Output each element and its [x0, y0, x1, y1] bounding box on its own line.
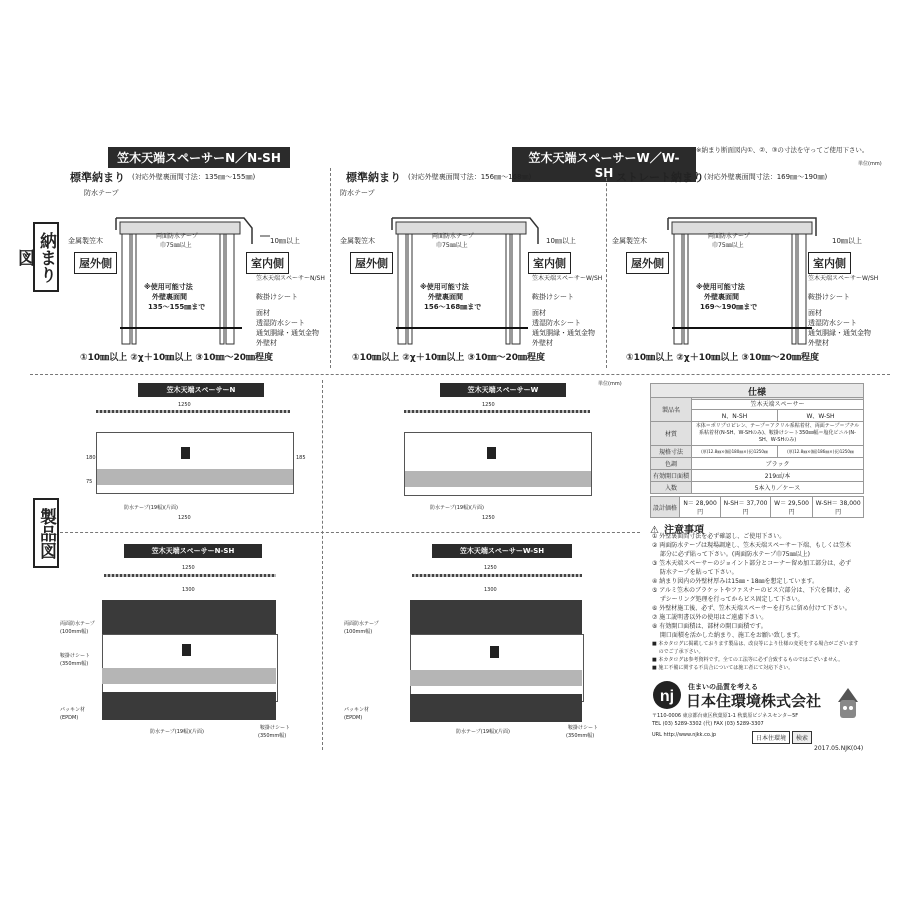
callout-spacer: 笠木天端スペーサーN/SH	[256, 275, 325, 282]
usable: ※使用可能寸法	[144, 283, 193, 291]
usable-range: 135～155㎜まで	[148, 303, 206, 311]
tape-label: 防水テープ(19幅)(片面)	[430, 505, 484, 511]
spec-cell: 有効開口面積	[651, 470, 692, 482]
callout-bousui: 防水テープ	[84, 189, 119, 197]
callout-toushitsu: 透湿防水シート	[256, 319, 305, 327]
caution-item: ③ 笠木天端スペーサーのジョイント部分とコーナー留め加工部分は、必ず	[652, 560, 852, 567]
usable2: 外壁裏面間	[428, 293, 463, 301]
doc-code: 2017.05.NJK(04)	[814, 745, 864, 752]
dim-1250: 1250	[484, 565, 497, 571]
callout-10mm: 10㎜以上	[832, 237, 862, 245]
dim-1250-b: 1250	[178, 515, 191, 521]
callout-ryomen: 両面防水テープ	[156, 233, 198, 240]
nokigake-w: (350mm幅)	[60, 661, 89, 667]
ryomen-label: 両面防水テープ	[344, 621, 379, 627]
callout-toushitsu: 透湿防水シート	[532, 319, 581, 327]
divider	[330, 168, 331, 368]
callout-10mm: 10㎜以上	[270, 237, 300, 245]
section-range: (対応外壁裏面間寸法：135㎜～155㎜)	[132, 173, 256, 181]
spec-cell: 材質	[651, 422, 692, 446]
warning-icon: ⚠	[650, 525, 659, 536]
caution-item: ずシーリング処理を行ってからビス固定して下さい。	[652, 596, 804, 603]
prod-w-title: 笠木天端スペーサーW	[440, 383, 566, 397]
sheet-top	[102, 600, 276, 634]
dim-1250: 1250	[178, 402, 191, 408]
section-1	[60, 168, 325, 368]
tape-label: 防水テープ(19幅)(片面)	[456, 729, 510, 735]
product-w-panel	[404, 432, 592, 496]
dim-75: 75	[86, 479, 93, 485]
callout-spacer: 笠木天端スペーサーW/SH	[532, 275, 603, 282]
price-cell: N-SH＝ 37,700円	[721, 497, 771, 518]
profile-strip	[412, 574, 582, 577]
spec-cell: 色調	[651, 458, 692, 470]
indoor-label: 室内側	[808, 252, 851, 274]
outdoor-label: 屋外側	[626, 252, 669, 274]
dim-180: 180	[86, 455, 96, 461]
callout-bousui: 防水テープ	[340, 189, 375, 197]
spec-title: 仕様	[650, 383, 864, 400]
caution-item: ⑤ アルミ笠木のブラケットやファスナーのビス穴部分は、下穴を開け、必	[652, 587, 851, 594]
caution-item: ① 外壁裏面間寸法を必ず確認し、ご使用下さい。	[652, 533, 786, 540]
ryomen-label: 両面防水テープ	[60, 621, 95, 627]
sheet-bottom	[410, 694, 582, 722]
callout-tsuuki: 通気胴縁・通気金物	[532, 329, 595, 337]
caution-item: ④ 納まり図内の外壁材厚みは15㎜・18㎜を想定しています。	[652, 578, 819, 585]
title-w: 笠木天端スペーサーW／W-SH	[512, 147, 696, 182]
packing-label: パッキン材	[60, 707, 85, 713]
svg-text:nj: nj	[659, 688, 675, 705]
caution-icon	[181, 447, 190, 459]
spec-table	[650, 397, 864, 494]
divider	[606, 168, 607, 368]
indoor-label: 室内側	[246, 252, 289, 274]
callout-ryomen-w: 巾75㎜以上	[160, 242, 192, 249]
caution-item: ⑥ 外壁材施工後、必ず、笠木天端スペーサーを打ちに留め付けて下さい。	[652, 605, 851, 612]
callout-nokigake: 鞍掛けシート	[256, 293, 298, 301]
callout-kinzoku: 金属製笠木	[340, 237, 375, 245]
caution-list	[652, 534, 888, 674]
caution-item: ② 両面防水テープは現場調達し、笠木天端スペーサー下端、もしくは笠木	[652, 542, 851, 549]
spec-cell: 笠木天端スペーサー	[692, 398, 864, 410]
section-range: (対応外壁裏面間寸法：169㎜～190㎜)	[704, 173, 828, 181]
caution-item: ⑦ 施工説明書以外の使用はご遠慮下さい。	[652, 614, 768, 621]
header-note: ※納まり断面図内①、②、③の寸法を守ってご使用下さい。	[696, 146, 869, 154]
caution-item: 防水テープを貼って下さい。	[652, 569, 738, 576]
nokigake-label-b: 鞍掛けシート	[568, 725, 599, 731]
indoor-label: 室内側	[528, 252, 571, 274]
label-seihin: 製品図	[33, 498, 59, 568]
callout-10mm: 10㎜以上	[546, 237, 576, 245]
spec-cell: 219㎠/本	[692, 470, 864, 482]
callout-ryomen: 両面防水テープ	[708, 233, 750, 240]
caution-item: のでご了承下さい。	[652, 649, 704, 655]
spec-cell: (厚)12.8㎜×(幅)180㎜×(長)1250㎜	[692, 446, 778, 458]
callout-ryomen: 両面防水テープ	[432, 233, 474, 240]
caution-icon	[487, 447, 496, 459]
price-cell: W-SH＝ 38,000円	[813, 497, 864, 518]
dim-1300: 1300	[182, 587, 195, 593]
spec-cell: (厚)12.8㎜×(幅)186㎜×(長)1250㎜	[778, 446, 864, 458]
dim-1250: 1250	[482, 402, 495, 408]
tape-band	[410, 670, 582, 686]
spec-cell: W、W-SH	[778, 410, 864, 422]
tape-band	[102, 668, 276, 684]
callout-toushitsu: 透湿防水シート	[808, 319, 857, 327]
tape-label: 防水テープ(19幅)(片面)	[124, 505, 178, 511]
caution-item: 開口面積を活かした納まり、施工をお願い致します。	[652, 632, 804, 639]
mascot-image	[834, 684, 862, 724]
caution-item: 部分に必ず貼って下さい。(両面防水テープ巾75㎜以上)	[652, 551, 810, 558]
company-address: 〒110-0006 東京都台東区秋葉原1-1 秋葉原ビジネスセンター5F	[652, 713, 799, 719]
price-cell: W＝ 29,500円	[770, 497, 812, 518]
callout-kinzoku: 金属製笠木	[612, 237, 647, 245]
label-osamari: 納まり図	[33, 222, 59, 292]
company-logo-mark	[652, 680, 682, 710]
caution-icon	[182, 644, 191, 656]
ryomen-w: (100mm幅)	[60, 629, 89, 635]
dim-185: 185	[296, 455, 306, 461]
outdoor-label: 屋外側	[350, 252, 393, 274]
nokigake-w-b: (350mm幅)	[258, 733, 287, 739]
profile-strip	[404, 410, 590, 413]
title-n: 笠木天端スペーサーN／N-SH	[108, 147, 290, 168]
prod-unit: 単位(mm)	[598, 381, 622, 387]
product-n-panel	[96, 432, 294, 494]
packing-w: (EPDM)	[344, 715, 363, 721]
spec-cell: N、N-SH	[692, 410, 778, 422]
search-button[interactable]: 検索	[792, 731, 812, 744]
dim-1250-b: 1250	[482, 515, 495, 521]
tape-band	[97, 469, 293, 485]
panel-body	[410, 634, 584, 702]
header-unit: 単位(mm)	[858, 161, 882, 167]
profile-strip	[96, 410, 290, 413]
section-footer: ①10㎜以上 ②χ＋10㎜以上 ③10㎜～20㎜程度	[626, 353, 820, 363]
usable-range: 156～168㎜まで	[424, 303, 482, 311]
section-heading: 標準納まり	[346, 171, 401, 184]
usable: ※使用可能寸法	[420, 283, 469, 291]
nokigake-w-b: (350mm幅)	[566, 733, 595, 739]
caution-item: ⑧ 有効開口面積は、部材の開口面積です。	[652, 623, 767, 630]
divider	[60, 532, 640, 533]
caution-icon	[490, 646, 499, 658]
callout-mensai: 面材	[532, 309, 546, 317]
prod-wsh-title: 笠木天端スペーサーW-SH	[432, 544, 572, 558]
ryomen-w: (100mm幅)	[344, 629, 373, 635]
callout-kinzoku: 金属製笠木	[68, 237, 103, 245]
divider	[30, 374, 890, 375]
caution-title: 注意事項	[664, 525, 705, 536]
spec-cell: 入数	[651, 482, 692, 494]
search-name-box: 日本住環境	[752, 731, 790, 744]
nokigake-label: 鞍掛けシート	[60, 653, 91, 659]
product-nsh-panel	[102, 600, 276, 720]
prod-nsh-title: 笠木天端スペーサーN-SH	[124, 544, 262, 558]
sheet-top	[410, 600, 582, 634]
product-wsh-panel	[410, 600, 582, 722]
caution-item: ■ 施工不備に関する不具合については施工者にて対応下さい。	[652, 665, 794, 671]
callout-gaiheki: 外壁材	[256, 339, 277, 347]
prod-n-title: 笠木天端スペーサーN	[138, 383, 264, 397]
section-heading: ストレート納まり	[616, 171, 704, 184]
spec-cell: 5本入り／ケース	[692, 482, 864, 494]
caution-item: ■ 本カタログは参考資料です。全ての工法等に必ず合致するものではございません。	[652, 657, 844, 663]
callout-nokigake: 鞍掛けシート	[808, 293, 850, 301]
company-name: 日本住環境株式会社	[686, 692, 822, 710]
company-tel: TEL (03) 5289-3302 (代) FAX (03) 5289-3307	[652, 721, 764, 727]
nokigake-label-b: 鞍掛けシート	[260, 725, 291, 731]
dim-1250: 1250	[182, 565, 195, 571]
callout-gaiheki: 外壁材	[808, 339, 829, 347]
spec-cell: 製品名	[651, 398, 692, 422]
usable: ※使用可能寸法	[696, 283, 745, 291]
callout-mensai: 面材	[808, 309, 822, 317]
spec-cell: 本体＝ポリプロピレン、テープ＝アクリル系粘着材、両面テープ＝ブチル系粘着材(N-SH、W-SHのみ)、鞍掛けシート350㎜幅＝塩化ビニル(N-SH、W-SHのみ)	[692, 422, 864, 446]
company-url: URL http://www.njkk.co.jp	[652, 732, 717, 738]
packing-w: (EPDM)	[60, 715, 79, 721]
section-footer: ①10㎜以上 ②χ＋10㎜以上 ③10㎜～20㎜程度	[352, 353, 546, 363]
tape-band	[405, 471, 591, 487]
price-label: 設計価格	[651, 497, 680, 518]
tape-label: 防水テープ(19幅)(片面)	[150, 729, 204, 735]
profile-strip	[104, 574, 276, 577]
spec-cell: ブラック	[692, 458, 864, 470]
caution-item: ■ 本カタログに掲載しております製品は、改良等により仕様の変更をする場合がございます	[652, 641, 859, 647]
usable2: 外壁裏面間	[152, 293, 187, 301]
section-3	[612, 168, 890, 368]
divider	[322, 380, 323, 750]
callout-mensai: 面材	[256, 309, 270, 317]
callout-ryomen-w: 巾75㎜以上	[712, 242, 744, 249]
usable-range: 169～190㎜まで	[700, 303, 758, 311]
callout-gaiheki: 外壁材	[532, 339, 553, 347]
sheet-bottom	[102, 692, 276, 720]
dim-1300: 1300	[484, 587, 497, 593]
section-heading: 標準納まり	[70, 171, 125, 184]
usable2: 外壁裏面間	[704, 293, 739, 301]
price-table	[650, 496, 864, 518]
section-footer: ①10㎜以上 ②χ＋10㎜以上 ③10㎜～20㎜程度	[80, 353, 274, 363]
callout-tsuuki: 通気胴縁・通気金物	[256, 329, 319, 337]
section-2	[336, 168, 601, 368]
company-slogan: 住まいの品質を考える	[688, 683, 758, 691]
spec-cell: 規格寸法	[651, 446, 692, 458]
callout-tsuuki: 通気胴縁・通気金物	[808, 329, 871, 337]
section-range: (対応外壁裏面間寸法：156㎜～168㎜)	[408, 173, 532, 181]
callout-nokigake: 鞍掛けシート	[532, 293, 574, 301]
callout-spacer: 笠木天端スペーサーW/SH	[808, 275, 879, 282]
callout-ryomen-w: 巾75㎜以上	[436, 242, 468, 249]
outdoor-label: 屋外側	[74, 252, 117, 274]
packing-label: パッキン材	[344, 707, 369, 713]
price-cell: N＝ 28,900円	[680, 497, 721, 518]
